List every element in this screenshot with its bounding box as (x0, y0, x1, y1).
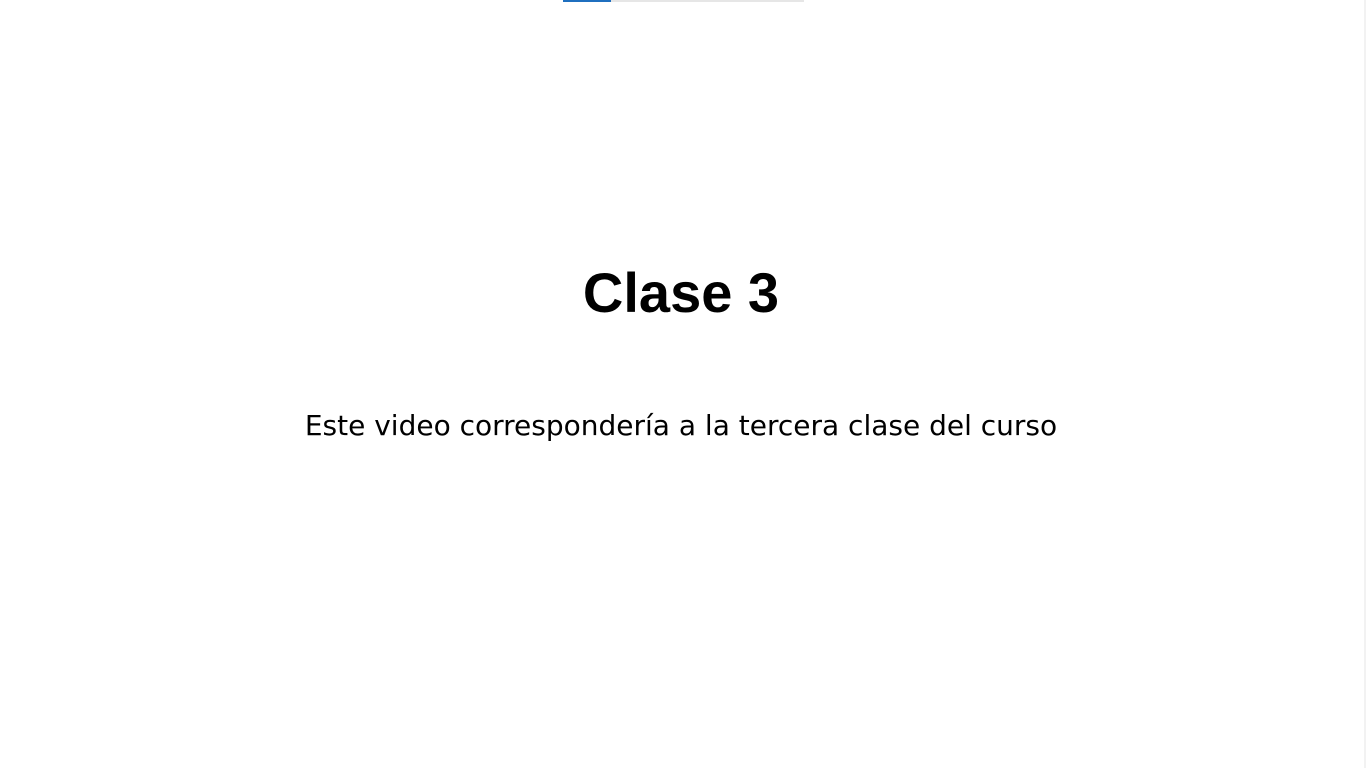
slide-title: Clase 3 (582, 261, 780, 324)
slide-subtitle: Este video correspondería a la tercera clase del curso (304, 409, 1058, 442)
top-progress-bar[interactable] (563, 0, 804, 2)
top-progress-fill (563, 0, 611, 2)
